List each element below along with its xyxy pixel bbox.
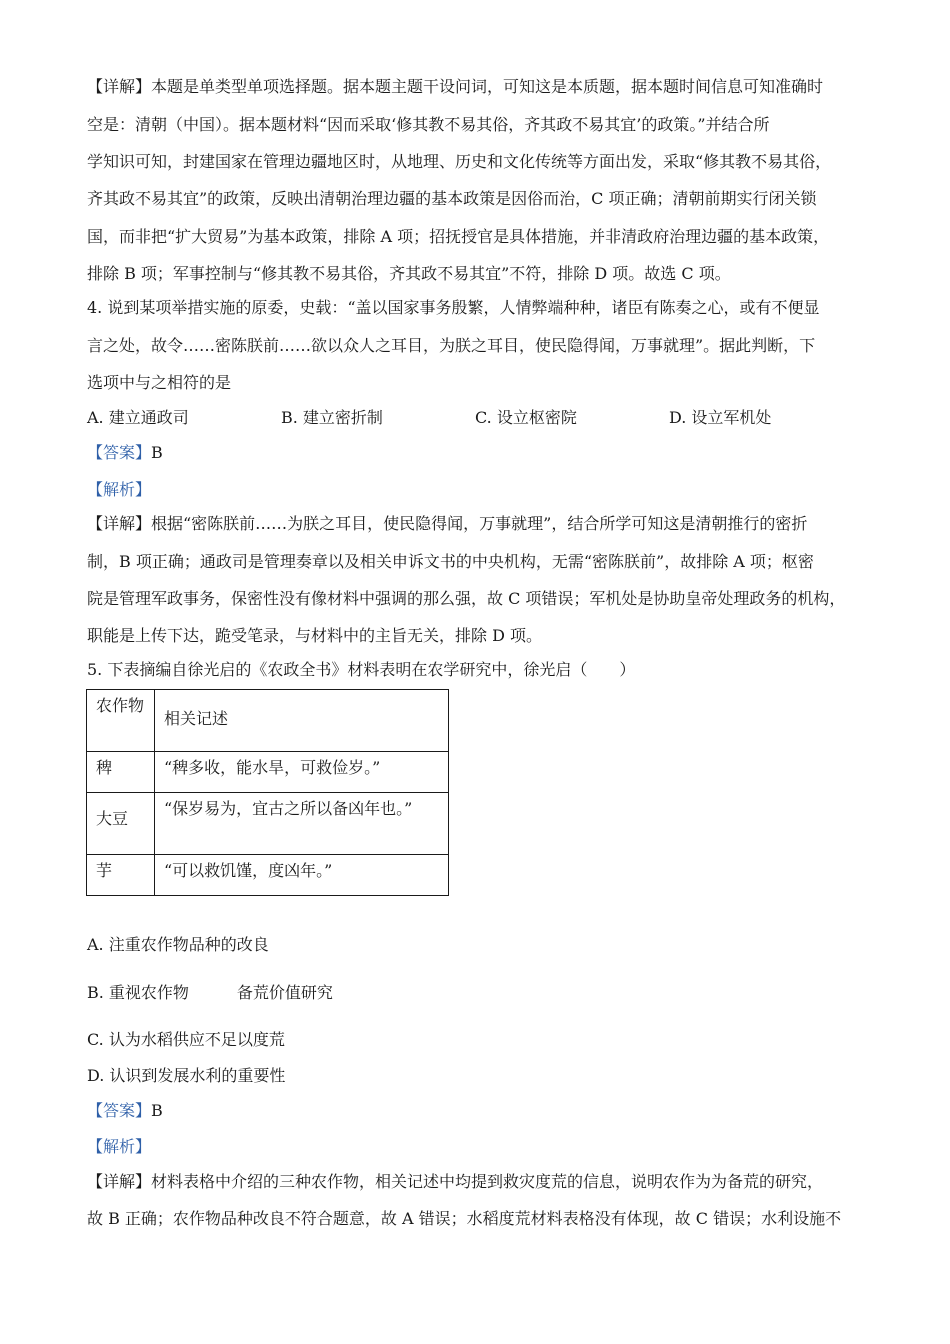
q5-answer [87,1101,163,1121]
crop-table [86,689,449,896]
table-header-record: 相关记述 [155,690,449,752]
q4-analysis-tag: 【解析】 [87,480,152,499]
q4-stem-line: 4. 说到某项举措实施的原委，史载：“盖以国家事务殷繁，人情弊端种种，诸臣有陈奏之心，或有不便显 [87,298,820,317]
table-cell-record: “稗多收，能水旱，可救俭岁。” [155,752,449,793]
q3-detail-line: 排除 B 项；军事控制与“修其教不易其俗，齐其政不易其宜”不符，排除 D 项。故选 C 项。 [87,264,731,283]
table-cell-record: “保岁易为，宜古之所以备凶年也。” [155,793,449,855]
q5-option-a: A. 注重农作物品种的改良 [87,935,269,954]
q4-detail-line: 院是管理军政事务，保密性没有像材料中强调的那么强，故 C 项错误；军机处是协助皇帝处理政务的机构， [87,589,846,608]
q5-option-d: D. 认识到发展水利的重要性 [87,1066,286,1085]
answer-value: B [151,1101,163,1120]
q3-detail-line: 学知识可知，封建国家在管理边疆地区时，从地理、历史和文化传统等方面出发，采取“修其教不易其俗， [87,152,832,171]
answer-tag: 【答案】 [87,443,152,462]
q4-detail-line: 职能是上传下达，跪受笔录，与材料中的主旨无关，排除 D 项。 [87,626,543,645]
answer-value: B [151,443,163,462]
q4-detail-line: 制，B 项正确；通政司是管理奏章以及相关申诉文书的中央机构，无需“密陈朕前”，故排除 A 项；枢密 [87,552,814,571]
q3-detail-line: 【详解】本题是单类型单项选择题。据本题主题干设问词，可知这是本质题，据本题时间信息可知准确时 [87,77,824,96]
q4-stem-line: 言之处，故令……密陈朕前……欲以众人之耳目，为朕之耳目，使民隐得闻，万事就理”。据此判断，下 [87,336,816,355]
table-cell-crop: 稗 [87,752,155,793]
q4-detail-line: 【详解】根据“密陈朕前……为朕之耳目，使民隐得闻，万事就理”，结合所学可知这是清朝推行的密折 [87,514,808,533]
q5-option-c: C. 认为水稻供应不足以度荒 [87,1030,285,1049]
answer-tag: 【答案】 [87,1101,152,1120]
q4-stem-line: 选项中与之相符的是 [87,373,232,392]
table-cell-crop: 大豆 [87,793,155,855]
q4-option-a: A. 建立通政司 [87,408,189,427]
q4-option-b: B. 建立密折制 [281,408,383,427]
table-row [87,793,449,855]
table-row [87,855,449,896]
table-header-row [87,690,449,752]
table-row [87,752,449,793]
q5-analysis-tag: 【解析】 [87,1137,152,1156]
q5-detail-line: 故 B 正确；农作物品种改良不符合题意，故 A 错误；水稻度荒材料表格没有体现，故 C 错误；水利设施不 [87,1209,842,1228]
q5-detail-line: 【详解】材料表格中介绍的三种农作物，相关记述中均提到救灾度荒的信息，说明农作为为备荒的研究， [87,1172,824,1191]
q3-detail-line: 国，而非把“扩大贸易”为基本政策，排除 A 项；招抚授官是具体措施，并非清政府治理边疆的基本政策， [87,227,830,246]
q3-detail-line: 齐其政不易其宜”的政策，反映出清朝治理边疆的基本政策是因俗而治，C 项正确；清朝前期实行闭关锁 [87,189,817,208]
q3-detail-line: 空是：清朝（中国）。据本题材料“因而采取‘修其教不易其俗，齐其政不易其宜’的政策。”并结合所 [87,115,770,134]
q4-option-c: C. 设立枢密院 [475,408,577,427]
q4-option-d: D. 设立军机处 [669,408,772,427]
q5-option-b: B. 重视农作物 备荒价值研究 [87,983,333,1002]
q4-answer [87,443,163,463]
table-cell-crop: 芋 [87,855,155,896]
table-header-crop: 农作物 [87,690,155,752]
table-cell-record: “可以救饥馑，度凶年。” [155,855,449,896]
q5-stem: 5. 下表摘编自徐光启的《农政全书》材料表明在农学研究中，徐光启（ ） [87,660,636,679]
